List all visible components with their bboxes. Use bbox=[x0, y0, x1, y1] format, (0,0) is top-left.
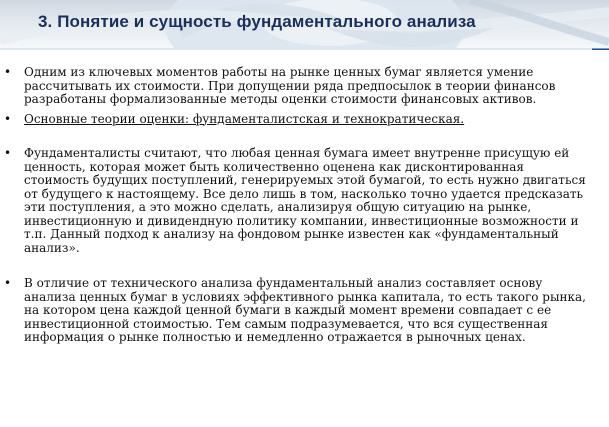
bullet-item bbox=[0, 113, 609, 127]
bullet-item: • Фундаменталисты считают, что любая ценная бумага имеет внутренне присущую ей ценность, которая может быть количественно оценена как дисконтированная стоимость будущих поступлений, генерируемых этой бумагой, то есть нужно двигаться от будущего к настоящему. Все дело лишь в том, насколько точно удается предсказать эти поступления, а это можно сделать, анализируя общую ситуацию на рынке, инвестиционную и дивидендную политику компании, инвестиционные возможности и т.п. Данный подход к анализу на фондовом рынке известен как «фундаментальный анализ». bbox=[0, 147, 609, 255]
page-title: 3. Понятие и сущность фундаментального анализа bbox=[38, 12, 476, 31]
slide-header bbox=[0, 0, 609, 50]
bullet-item: • Одним из ключевых моментов работы на рынке ценных бумаг является умение рассчитывать их стоимости. При допущении ряда предпосылок в теории финансов разработаны формализованные методы оценки стоимости финансовых активов. bbox=[0, 66, 609, 107]
bullet-item: • В отличие от технического анализа фундаментальный анализ составляет основу анализа ценных бумаг в условиях эффективного рынка капитала, то есть такого рынка, на котором цена каждой ценной бумаги в каждый момент времени совпадает с ее инвестиционной стоимостью. Тем самым подразумевается, что вся существенная информация о рынке полностью и немедленно отражается в рыночных ценах. bbox=[0, 277, 609, 345]
bullet-list bbox=[0, 66, 609, 345]
underlined-text: Основные теории оценки: фундаменталистская и технократическая. bbox=[24, 111, 465, 126]
